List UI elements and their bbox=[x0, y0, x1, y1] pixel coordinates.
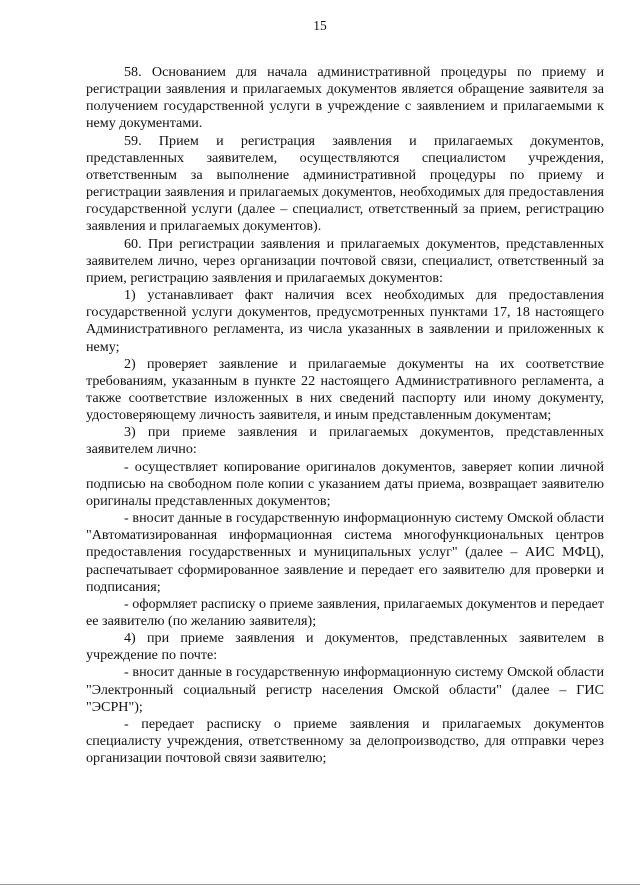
list-item-3: 3) при приеме заявления и прилагаемых документов, представленных заявителем лично: bbox=[86, 424, 604, 458]
sub-item-postal-receipt: - передает расписку о приеме заявления и прилагаемых документов специалисту учреждения, ответственному за делопроизводство, для отправки через организации почтовой связи заявителю; bbox=[86, 715, 604, 767]
list-item-4: 4) при приеме заявления и документов, представленных заявителем в учреждение по почте: bbox=[86, 630, 604, 664]
paragraph-60: 60. При регистрации заявления и прилагаемых документов, представленных заявителем лично, через организации почтовой связи, специалист, ответственный за прием, регистрацию заявления и прилагаемых документов: bbox=[86, 235, 604, 286]
document-body bbox=[86, 64, 604, 767]
list-item-2: 2) проверяет заявление и прилагаемые документы на их соответствие требованиям, указанным в пункте 22 настоящего Административного регламента, а также соответствие изложенных в них сведений паспорту или иному документу, удостоверяющему личность заявителя, и иным представленным документам; bbox=[86, 355, 604, 424]
page-bottom-edge bbox=[0, 884, 640, 885]
paragraph-58: 58. Основанием для начала административной процедуры по приему и регистрации заявления и прилагаемых документов является обращение заявителя за получением государственной услуги в учреждение с заявлением и прилагаемыми к нему документами. bbox=[86, 64, 604, 132]
sub-item-ais-mfc: - вносит данные в государственную информационную систему Омской области "Автоматизированная информационная система многофункциональных центров предоставления государственных и муниципальных услуг" (далее – АИС МФЦ), распечатывает сформированное заявление и передает его заявителю для проверки и подписания; bbox=[86, 510, 604, 595]
sub-item-copying: - осуществляет копирование оригиналов документов, заверяет копии личной подписью на свободном поле копии с указанием даты приема, возвращает заявителю оригиналы представленных документов; bbox=[86, 458, 604, 509]
list-item-1: 1) устанавливает факт наличия всех необходимых для предоставления государственной услуги документов, предусмотренных пунктами 17, 18 настоящего Административного регламента, из числа указанных в заявлении и приложенных к нему; bbox=[86, 287, 604, 355]
paragraph-59: 59. Прием и регистрация заявления и прилагаемых документов, представленных заявителем, осуществляются специалистом учреждения, ответственным за выполнение административной процедуры по приему и регистрации заявления и прилагаемых документов, необходимых для предоставления государственной услуги (далее – специалист, ответственный за прием, регистрацию заявления и прилагаемых документов). bbox=[86, 132, 604, 235]
sub-item-gis-esrn: - вносит данные в государственную информационную систему Омской области "Электронный социальный регистр населения Омской области" (далее – ГИС "ЭСРН"); bbox=[86, 664, 604, 715]
page-number: 15 bbox=[313, 18, 327, 33]
sub-item-receipt: - оформляет расписку о приеме заявления, прилагаемых документов и передает ее заявителю (по желанию заявителя); bbox=[86, 595, 604, 629]
